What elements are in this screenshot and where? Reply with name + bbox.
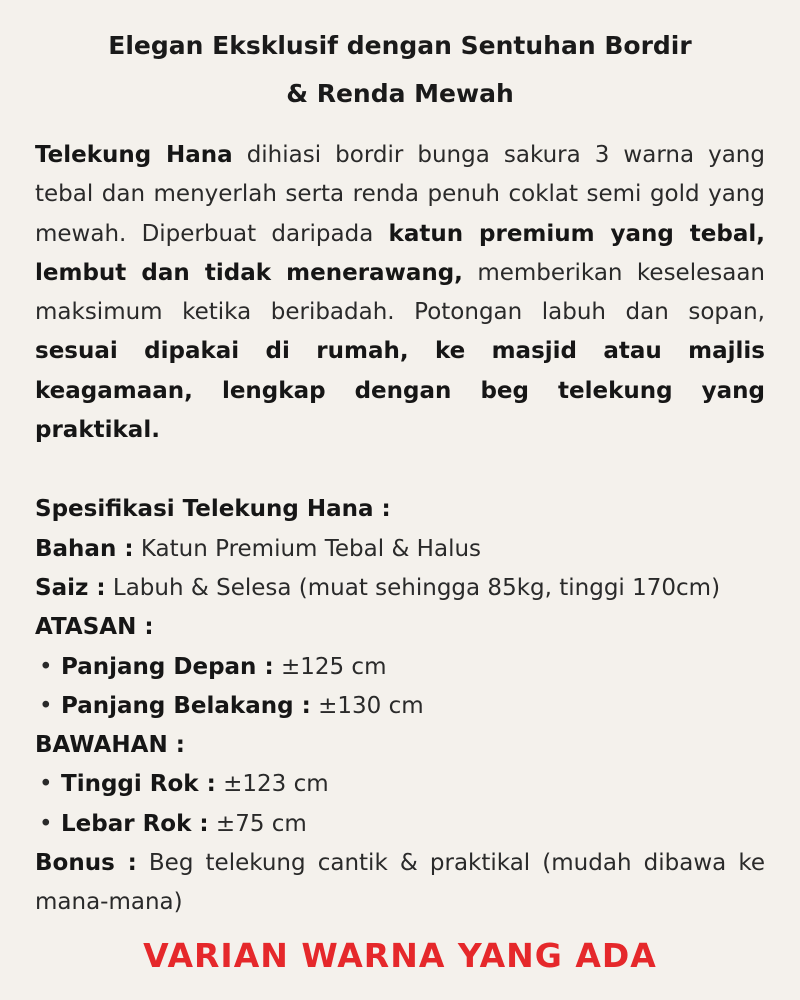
spec-label: Bonus : [35,850,137,877]
description-segment: Telekung Hana [35,142,233,168]
spec-row-panjang-depan [35,648,765,687]
description-segment: dihiasi bordir bunga sakura 3 warna yang tebal dan menyerlah serta renda penuh coklat semi gold yang mewah. Diperbuat daripada [35,142,765,247]
bullet-icon: • [39,653,53,680]
spec-value: Beg telekung cantik & praktikal (mudah dibawa ke mana-mana) [35,850,765,916]
spec-row-tinggi-rok [35,765,765,804]
page-title-line-1: Elegan Eksklusif dengan Sentuhan Bordir [108,31,692,60]
spec-heading-text: Spesifikasi Telekung Hana : [35,496,391,523]
spec-group-bawahan-heading [35,726,765,765]
spec-label: Lebar Rok : [61,810,209,837]
spec-row-saiz [35,569,765,608]
spec-value: ±130 cm [310,692,424,719]
spec-group-heading: ATASAN : [35,614,154,641]
description-segment: memberikan keselesaan maksimum ketika beribadah. Potongan labuh dan sopan, [35,259,765,326]
description-segment: sesuai dipakai di rumah, ke masjid atau majlis keagamaan, lengkap dengan beg telekung yang praktikal. [35,338,765,444]
bullet-icon: • [39,692,53,719]
specifications-section [35,490,765,922]
bullet-icon: • [39,810,53,837]
spec-value: ±123 cm [215,771,329,798]
spec-heading [35,490,765,529]
spec-label: Panjang Depan : [61,653,274,680]
product-description [35,136,765,450]
spec-label: Saiz : [35,574,106,601]
spec-group-heading: BAWAHAN : [35,732,185,759]
spec-value: ±125 cm [273,653,387,680]
spec-value: ±75 cm [208,810,307,837]
spec-row-panjang-belakang [35,687,765,726]
spec-label: Panjang Belakang : [61,692,311,719]
spec-row-bahan [35,530,765,569]
page-title [35,22,765,118]
page-title-line-2: & Renda Mewah [286,79,514,108]
spec-label: Tinggi Rok : [61,771,216,798]
spec-value: Katun Premium Tebal & Halus [133,535,482,562]
spec-row-lebar-rok [35,805,765,844]
color-variants-heading: VARIAN WARNA YANG ADA [143,936,657,975]
description-segment: katun premium yang tebal, lembut dan tidak menerawang, [35,220,766,286]
spec-group-atasan-heading [35,608,765,647]
spec-label: Bahan : [35,535,134,562]
bullet-icon: • [39,771,53,798]
spec-row-bonus [35,844,765,923]
spec-value: Labuh & Selesa (muat sehingga 85kg, tinggi 170cm) [105,574,721,601]
